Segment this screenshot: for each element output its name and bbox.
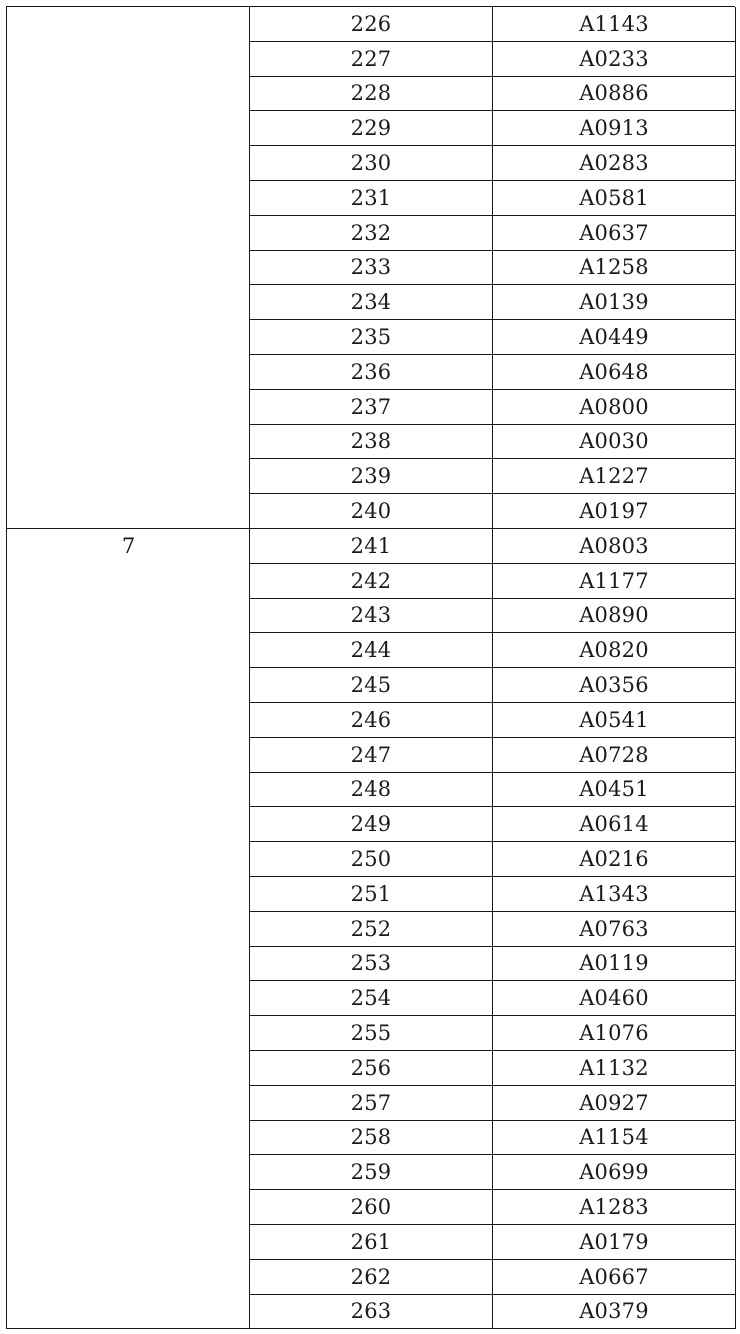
item-code-cell: A0890 <box>493 599 736 633</box>
sequence-number-cell: 236 <box>250 355 493 389</box>
sequence-number-cell: 229 <box>250 111 493 145</box>
item-code-cell: A0449 <box>493 320 736 354</box>
item-code-cell: A0541 <box>493 703 736 737</box>
table-row <box>250 494 736 529</box>
table-row <box>250 599 736 634</box>
sequence-number-cell: 259 <box>250 1155 493 1189</box>
item-code-cell: A0139 <box>493 285 736 319</box>
sequence-number-cell: 233 <box>250 251 493 285</box>
item-code-cell: A1227 <box>493 459 736 493</box>
sequence-number-cell: 246 <box>250 703 493 737</box>
item-code-cell: A0581 <box>493 181 736 215</box>
item-code-cell: A1143 <box>493 7 736 41</box>
item-code-cell: A0820 <box>493 633 736 667</box>
table-row <box>250 285 736 320</box>
table-row <box>250 216 736 251</box>
item-code-cell: A0197 <box>493 494 736 528</box>
table-row <box>250 564 736 599</box>
table-row <box>250 320 736 355</box>
sequence-number-cell: 241 <box>250 529 493 563</box>
sequence-number-cell: 258 <box>250 1121 493 1155</box>
table-row <box>250 181 736 216</box>
item-code-cell: A1177 <box>493 564 736 598</box>
item-code-cell: A0283 <box>493 146 736 180</box>
table-row <box>250 1086 736 1121</box>
sequence-number-cell: 245 <box>250 668 493 702</box>
sequence-number-cell: 237 <box>250 390 493 424</box>
item-code-cell: A0451 <box>493 773 736 807</box>
sequence-number-cell: 244 <box>250 633 493 667</box>
table-row <box>250 842 736 877</box>
item-code-cell: A0233 <box>493 42 736 76</box>
sequence-number-cell: 249 <box>250 807 493 841</box>
table-row <box>250 807 736 842</box>
table-row <box>250 1260 736 1295</box>
sequence-number-cell: 232 <box>250 216 493 250</box>
item-code-cell: A0030 <box>493 425 736 459</box>
table-row <box>250 947 736 982</box>
item-code-cell: A1258 <box>493 251 736 285</box>
sequence-number-cell: 247 <box>250 738 493 772</box>
table-row <box>250 912 736 947</box>
table-row <box>250 459 736 494</box>
table-row <box>250 668 736 703</box>
sequence-number-cell: 240 <box>250 494 493 528</box>
table-row <box>250 703 736 738</box>
table-row <box>250 7 736 42</box>
item-code-cell: A0119 <box>493 947 736 981</box>
sequence-number-cell: 228 <box>250 77 493 111</box>
sequence-number-cell: 231 <box>250 181 493 215</box>
sequence-number-cell: 255 <box>250 1016 493 1050</box>
sequence-number-cell: 261 <box>250 1225 493 1259</box>
item-code-cell: A0379 <box>493 1295 736 1329</box>
table-row <box>250 390 736 425</box>
sequence-number-cell: 243 <box>250 599 493 633</box>
table-row <box>250 1225 736 1260</box>
table-row <box>250 1051 736 1086</box>
table-row <box>250 981 736 1016</box>
item-code-cell: A0728 <box>493 738 736 772</box>
table-row <box>250 146 736 181</box>
item-code-cell: A0667 <box>493 1260 736 1294</box>
item-code-cell: A0216 <box>493 842 736 876</box>
item-code-cell: A0637 <box>493 216 736 250</box>
item-code-cell: A0913 <box>493 111 736 145</box>
sequence-number-cell: 263 <box>250 1295 493 1329</box>
table-row <box>250 1295 736 1330</box>
item-code-cell: A1343 <box>493 877 736 911</box>
group-label: 7 <box>121 534 136 558</box>
sequence-number-cell: 251 <box>250 877 493 911</box>
table-row <box>250 773 736 808</box>
data-table <box>6 6 735 1329</box>
sequence-number-cell: 257 <box>250 1086 493 1120</box>
sequence-number-cell: 242 <box>250 564 493 598</box>
sequence-number-cell: 256 <box>250 1051 493 1085</box>
table-row <box>250 77 736 112</box>
item-code-cell: A0179 <box>493 1225 736 1259</box>
sequence-number-cell: 250 <box>250 842 493 876</box>
item-code-cell: A0699 <box>493 1155 736 1189</box>
item-code-cell: A0763 <box>493 912 736 946</box>
table-row <box>250 251 736 286</box>
table-row <box>250 1155 736 1190</box>
sequence-number-cell: 260 <box>250 1190 493 1224</box>
table-row <box>250 1190 736 1225</box>
item-code-cell: A0614 <box>493 807 736 841</box>
sequence-number-cell: 227 <box>250 42 493 76</box>
table-row <box>250 42 736 77</box>
sequence-number-cell: 254 <box>250 981 493 1015</box>
sequence-number-cell: 262 <box>250 1260 493 1294</box>
item-code-cell: A0648 <box>493 355 736 389</box>
sequence-number-cell: 234 <box>250 285 493 319</box>
item-code-cell: A0803 <box>493 529 736 563</box>
item-code-cell: A0356 <box>493 668 736 702</box>
item-code-cell: A0886 <box>493 77 736 111</box>
table-row <box>250 738 736 773</box>
sequence-number-cell: 226 <box>250 7 493 41</box>
sequence-number-cell: 230 <box>250 146 493 180</box>
table-row <box>250 355 736 390</box>
table-row <box>250 529 736 564</box>
sequence-number-cell: 238 <box>250 425 493 459</box>
item-code-cell: A1154 <box>493 1121 736 1155</box>
table-row <box>250 1016 736 1051</box>
sequence-number-cell: 239 <box>250 459 493 493</box>
group-cell <box>7 529 250 1329</box>
item-code-cell: A0460 <box>493 981 736 1015</box>
item-code-cell: A1283 <box>493 1190 736 1224</box>
sequence-number-cell: 252 <box>250 912 493 946</box>
item-code-cell: A1076 <box>493 1016 736 1050</box>
sequence-number-cell: 253 <box>250 947 493 981</box>
table-row <box>250 1121 736 1156</box>
table-row <box>250 877 736 912</box>
sequence-number-cell: 248 <box>250 773 493 807</box>
table-row <box>250 111 736 146</box>
sequence-number-cell: 235 <box>250 320 493 354</box>
item-code-cell: A0927 <box>493 1086 736 1120</box>
item-code-cell: A0800 <box>493 390 736 424</box>
table-row <box>250 633 736 668</box>
group-cell <box>7 7 250 529</box>
item-code-cell: A1132 <box>493 1051 736 1085</box>
table-row <box>250 425 736 460</box>
